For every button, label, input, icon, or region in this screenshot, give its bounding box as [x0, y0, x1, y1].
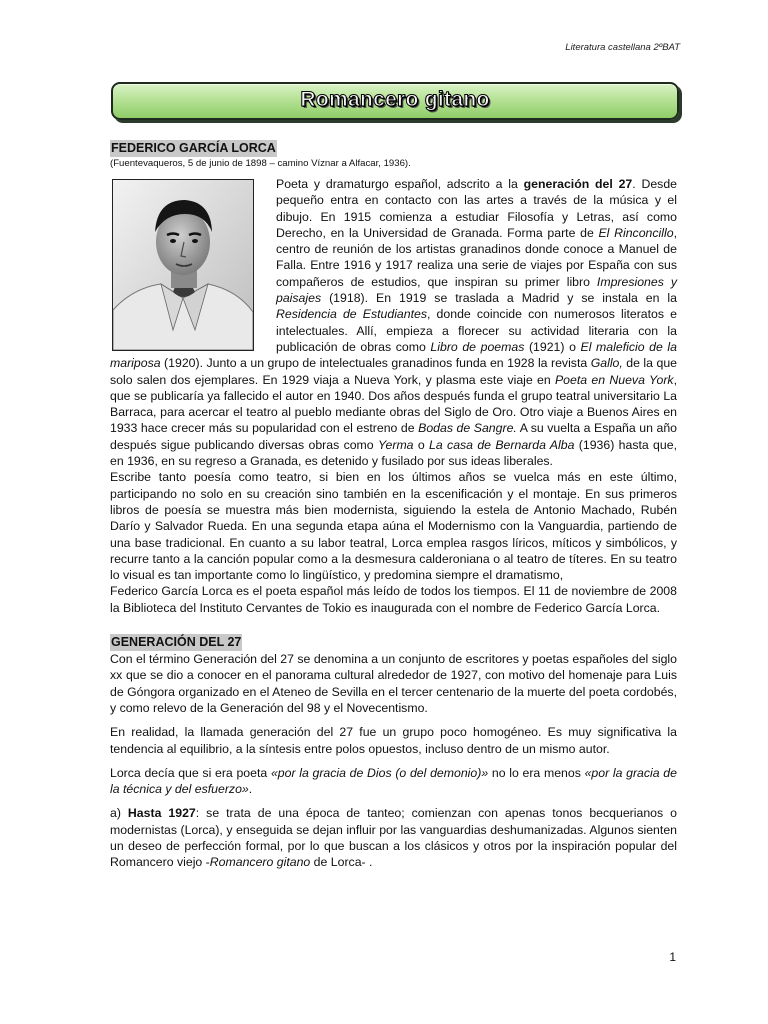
- portrait-photo: [112, 179, 254, 351]
- paragraph-lorca-bio: Poeta y dramaturgo español, adscrito a la generación del 27. Desde pequeño entra en contacto con las artes a través de la música y el dibujo. En 1915 comienza a estudiar Filosofía y Letras, así como Derecho, en la Universidad de Granada. Forma parte de El Rinconcillo, centro de reunión de los artistas granadinos donde conoce a Manuel de Falla. Entre 1916 y 1917 realiza una serie de viajes por España con sus compañeros de estudios, que inspiran su primer libro Impresiones y paisajes (1918). En 1919 se traslada a Madrid y se instala en la Residencia de Estudiantes, donde coincide con numerosos literatos e intelectuales. Allí, empieza a florecer su actividad literaria con la publicación de obras como Libro de poemas (1921) o El maleficio de la mariposa (1920). Junto a un grupo de intelectuales granadinos funda en 1928 la revista Gallo, de la que solo salen dos ejemplares. En 1929 viaja a Nueva York, y plasma este viaje en Poeta en Nueva York, que se publicaría ya fallecido el autor en 1940. Dos años después funda el grupo teatral universitario La Barraca, para acercar el teatro al pueblo mediante obras del Siglo de Oro. Otro viaje a Buenos Aires en 1933 hace crecer más su popularidad con el estreno de Bodas de Sangre. A su vuelta a España un año después sigue publicando diversas obras como Yerma o La casa de Bernarda Alba (1936) hasta que, en 1936, en su regreso a Granada, es detenido y fusilado por sus ideas liberales.: [110, 177, 678, 469]
- paragraph-lorca-legacy: Federico García Lorca es el poeta español más leído de todos los tiempos. El 11 de noviembre de 2008 la Biblioteca del Instituto Cervantes de Tokio es inaugurada con el nombre de Federico García Lorca.: [110, 584, 677, 615]
- paragraph-generacion-intro: Con el término Generación del 27 se denomina a un conjunto de escritores y poetas españoles del siglo xx que se dio a conocer en el panorama cultural alrededor de 1927, con motivo del homenaje para Luis de Góngora organizado en el Ateneo de Sevilla en el tercer centenario de la muerte del poeta cordobés, y como relevo de la Generación del 98 y el Novecentismo.: [110, 652, 677, 715]
- paragraph-generacion-homogeneity: En realidad, la llamada generación del 27 fue un grupo poco homogéneo. Es muy significativa la tendencia al equilibrio, a la síntesis entre polos opuestos, incluso dentro de un mismo autor.: [110, 725, 677, 756]
- document-body: [110, 140, 677, 871]
- birth-death-note: (Fuentevaqueros, 5 de junio de 1898 – camino Víznar a Alfacar, 1936).: [110, 158, 411, 169]
- paragraph-hasta-1927: a) Hasta 1927: se trata de una época de tanteo; comienzan con apenas tonos becquerianos o modernistas (Lorca), y enseguida se dejan influir por las vanguardias deshumanizadas. Algunos sienten un deseo de perfección formal, por lo que buscan a los clásicos y otros por la inspiración popular del Romancero viejo -Romancero gitano de Lorca- .: [110, 806, 677, 870]
- paragraph-lorca-quote: Lorca decía que si era poeta «por la gracia de Dios (o del demonio)» no lo era menos «por la gracia de la técnica y del esfuerzo».: [110, 765, 677, 797]
- section-heading-lorca: FEDERICO GARCÍA LORCA: [111, 141, 276, 155]
- page-number: 1: [669, 950, 676, 964]
- portrait-illustration: [113, 180, 253, 350]
- header-note: Literatura castellana 2ºBAT: [565, 42, 680, 53]
- paragraph-lorca-work: Escribe tanto poesía como teatro, si bien en los últimos años se vuelca más en este último, participando no solo en su creación sino también en la escenificación y el montaje. En sus primeros libros de poesía se muestra más bien modernista, siguiendo la estela de Antonio Machado, Rubén Darío y Salvador Rueda. En una segunda etapa aúna el Modernismo con la Vanguardia, partiendo de una base tradicional. En cuanto a su labor teatral, Lorca emplea rasgos líricos, míticos y simbólicos, y recurre tanto a la canción popular como a la desmesura calderoniana o al teatro de títeres. En su teatro lo visual es tan importante como lo lingüístico, y predomina siempre el dramatismo,: [110, 470, 677, 583]
- section-heading-generacion: GENERACIÓN DEL 27: [111, 635, 242, 650]
- document-title: Romancero gitano: [300, 88, 490, 111]
- title-banner: [111, 82, 679, 120]
